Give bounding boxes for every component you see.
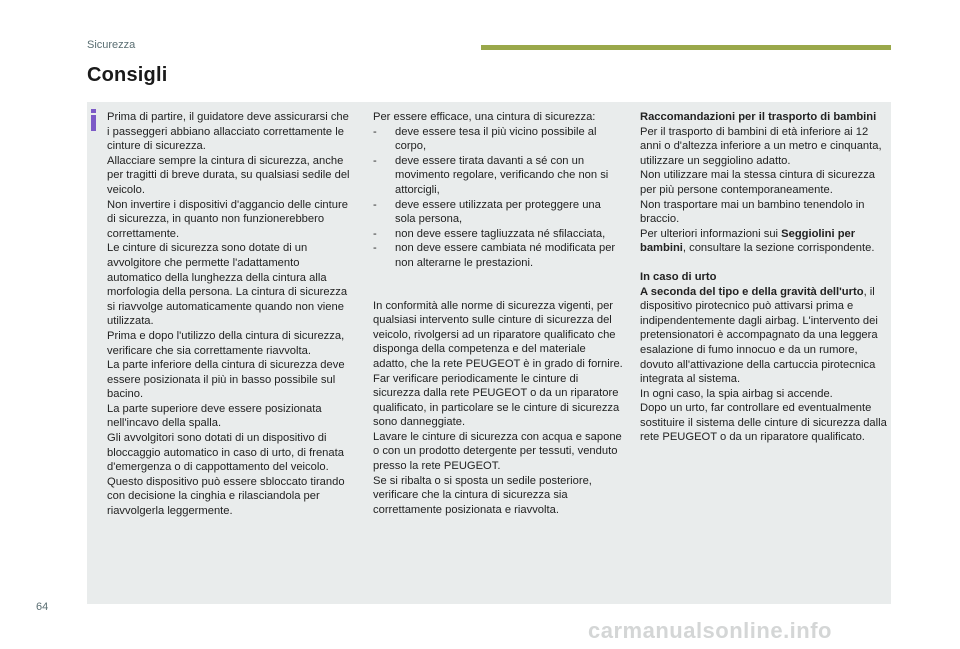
paragraph: In conformità alle norme di sicurezza vigenti, per qualsiasi intervento sulle cinture di sicurezza del veicolo, rivolgersi ad un riparatore qualificato che disponga della competenza e del materiale adatto, che la rete PEUGEOT è in grado di fornire. — [373, 299, 623, 370]
paragraph: Le cinture di sicurezza sono dotate di un avvolgitore che permette l'adattamento automatico della lunghezza della cintura alla morfologia della persona. La cintura di sicurezza si riavvolge automaticamente quando non viene utilizzata. — [107, 242, 348, 328]
header-accent-bar — [481, 45, 891, 50]
list-item: - deve essere tesa il più vicino possibile al corpo, — [373, 125, 597, 153]
paragraph: Se si ribalta o si sposta un sedile posteriore, verificare che la cintura di sicurezza sia correttamente posizionata e riavvolta. — [373, 474, 592, 516]
column-1 — [107, 110, 352, 519]
crash-heading: In caso di urto — [640, 270, 717, 283]
page-title: Consigli — [87, 64, 168, 86]
children-heading: Raccomandazioni per il trasporto di bambini — [640, 111, 877, 123]
paragraph: Far verificare periodicamente le cinture di sicurezza dalla rete PEUGEOT o da un riparatore qualificato, in particolare se le cinture di sicurezza sono danneggiate. — [373, 372, 620, 429]
paragraph: Non invertire i dispositivi d'aggancio delle cinture di sicurezza, in quanto non funzionerebbero correttamente. — [107, 198, 348, 240]
list-item: - deve essere utilizzata per proteggere una sola persona, — [373, 198, 601, 226]
list-item: - non deve essere cambiata né modificata per non alterarne le prestazioni. — [373, 242, 616, 269]
paragraph: In ogni caso, la spia airbag si accende. — [640, 387, 833, 400]
paragraph: Allacciare sempre la cintura di sicurezza, anche per tragitti di breve durata, su qualsiasi sedile del veicolo. — [107, 154, 350, 196]
paragraph: La parte inferiore della cintura di sicurezza deve essere posizionata il più in basso possibile sul bacino. — [107, 359, 345, 401]
column-3 — [640, 110, 890, 445]
paragraph: Prima e dopo l'utilizzo della cintura di sicurezza, verificare che sia correttamente riavvolta. — [107, 329, 345, 357]
watermark: carmanualsonline.info — [588, 618, 832, 643]
crash-paragraph: A seconda del tipo e della gravità dell'urto, il dispositivo pirotecnico può attivarsi prima e indipendentemente dagli airbag. L'intervento dei pretensionatori è accompagnato da una leggera esalazione di fumo innocuo e da un rumore, dovuto all'attivazione della cartuccia pirotecnica integrata al sistema. — [640, 285, 878, 386]
paragraph: La parte superiore deve essere posizionata nell'incavo della spalla. — [107, 402, 322, 430]
paragraph: Non trasportare mai un bambino tenendolo in braccio. — [640, 198, 865, 226]
column-2 — [373, 110, 623, 517]
page-number: 64 — [36, 601, 49, 613]
list-item: - deve essere tirata davanti a sé con un movimento regolare, verificando che non si attorcigli, — [373, 154, 609, 196]
child-seats-link[interactable]: Seggiolini per bambini — [640, 227, 856, 255]
paragraph: Prima di partire, il guidatore deve assicurarsi che i passeggeri abbiano allacciato correttamente le cinture di sicurezza. — [107, 111, 349, 153]
paragraph: Per il trasporto di bambini di età inferiore ai 12 anni o d'altezza inferiore a un metro e cinquanta, utilizzare un seggiolino adatto. — [640, 125, 882, 167]
paragraph: Lavare le cinture di sicurezza con acqua e sapone o con un prodotto detergente per tessuti, venduto presso la rete PEUGEOT. — [373, 430, 622, 473]
paragraph: Non utilizzare mai la stessa cintura di sicurezza per più persone contemporaneamente. — [640, 169, 876, 196]
paragraph: Gli avvolgitori sono dotati di un dispositivo di bloccaggio automatico in caso di urto, di frenata d'emergenza o di cappottamento del veicolo. Questo dispositivo può essere sbloccato tirando con decisione la cinghia e rilasciandola per riavvolgerla leggermente. — [107, 432, 345, 518]
paragraph: Dopo un urto, far controllare ed eventualmente sostituire il sistema delle cinture di sicurezza dalla rete PEUGEOT o da un riparatore qualificato. — [640, 402, 887, 444]
list-intro: Per essere efficace, una cintura di sicurezza: — [373, 111, 596, 123]
info-icon — [88, 109, 99, 131]
more-info-paragraph: Per ulteriori informazioni sui Seggiolini per bambini, consultare la sezione corrispondente. — [640, 227, 875, 255]
section-label: Sicurezza — [87, 39, 136, 51]
list-item: - non deve essere tagliuzzata né sfilacciata, — [373, 227, 606, 240]
